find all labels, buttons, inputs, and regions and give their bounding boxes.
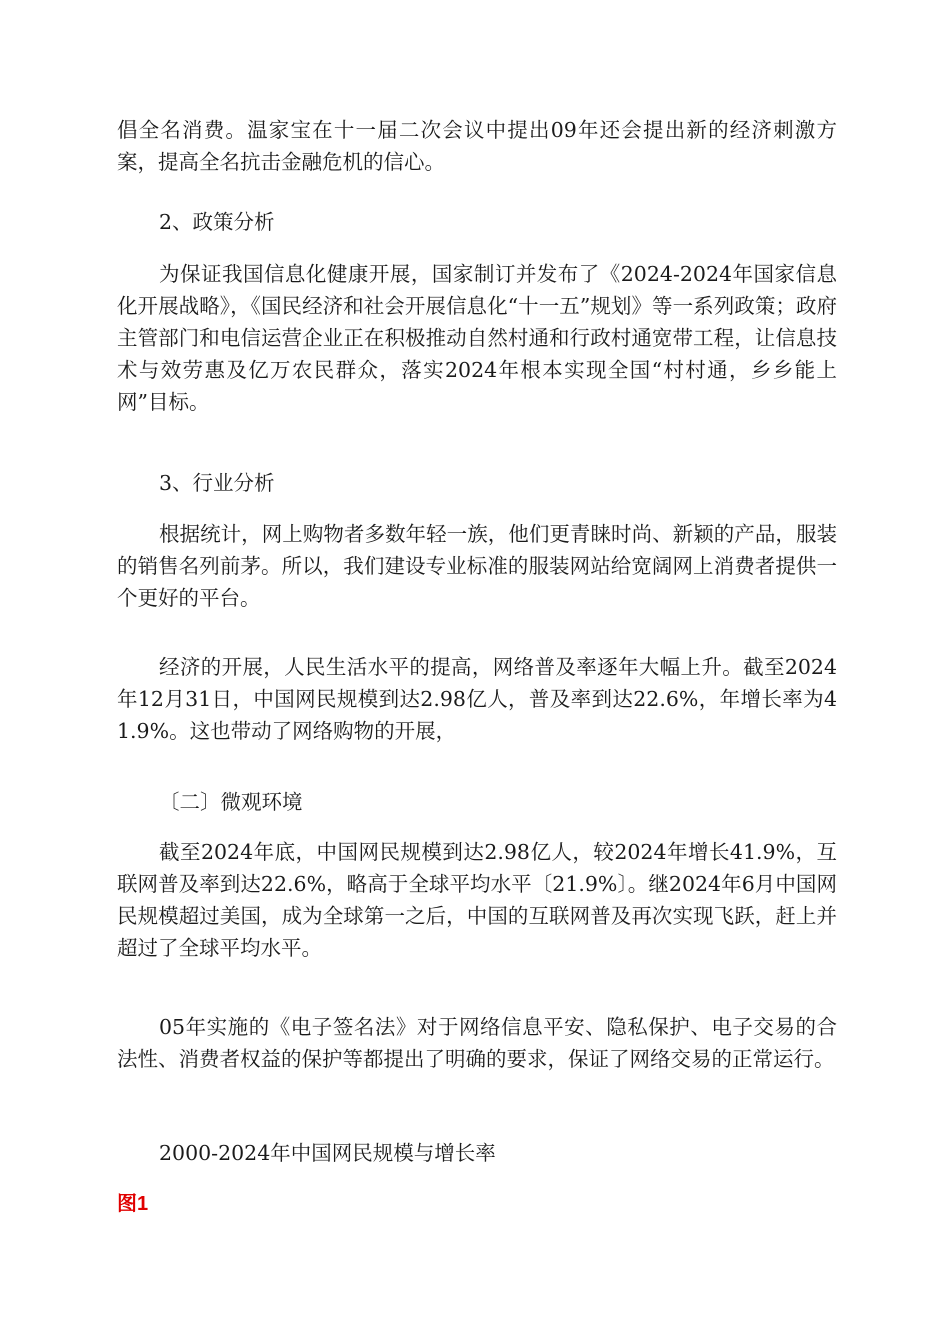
paragraph-e-signature-law: 05年实施的《电子签名法》对于网络信息平安、隐私保护、电子交易的合法性、消费者权益的保护等都提出了明确的要求，保证了网络交易的正常运行。 xyxy=(117,1015,837,1071)
section-heading-policy-analysis: 2、政策分析 xyxy=(159,210,275,234)
paragraph-netizen-scale: 截至2024年底，中国网民规模到达2.98亿人，较2024年增长41.9%，互联网普及率到达22.6%，略高于全球平均水平〔21.9%〕。继2024年6月中国网民规模超过美国，成为全球第一之后，中国的互联网普及再次实现飞跃，赶上并超过了全球平均水平。 xyxy=(117,840,837,960)
figure-label: 图1 xyxy=(117,1193,149,1215)
figure-caption: 2000-2024年中国网民规模与增长率 xyxy=(159,1141,496,1165)
section-heading-micro-environment: 〔二〕微观环境 xyxy=(159,790,303,814)
paragraph-policy-analysis: 为保证我国信息化健康开展，国家制订并发布了《2024-2024年国家信息化开展战略》，《国民经济和社会开展信息化“十一五”规划》等一系列政策；政府主管部门和电信运营企业正在积极推动自然村通和行政村通宽带工程，让信息技术与效劳惠及亿万农民群众，落实2024年根本实现全国“村村通，乡乡能上网”目标。 xyxy=(117,262,837,414)
paragraph-economic-development: 经济的开展，人民生活水平的提高，网络普及率逐年大幅上升。截至2024年12月31日，中国网民规模到达2.98亿人，普及率到达22.6%，年增长率为41.9%。这也带动了网络购物的开展， xyxy=(117,655,837,743)
paragraph-industry-analysis: 根据统计，网上购物者多数年轻一族，他们更青睐时尚、新颖的产品，服装的销售名列前茅。所以，我们建设专业标准的服装网站给宽阔网上消费者提供一个更好的平台。 xyxy=(117,522,837,610)
paragraph-stimulus-plan: 倡全名消费。温家宝在十一届二次会议中提出09年还会提出新的经济刺激方案，提高全名抗击金融危机的信心。 xyxy=(117,118,837,174)
section-heading-industry-analysis: 3、行业分析 xyxy=(159,471,275,495)
